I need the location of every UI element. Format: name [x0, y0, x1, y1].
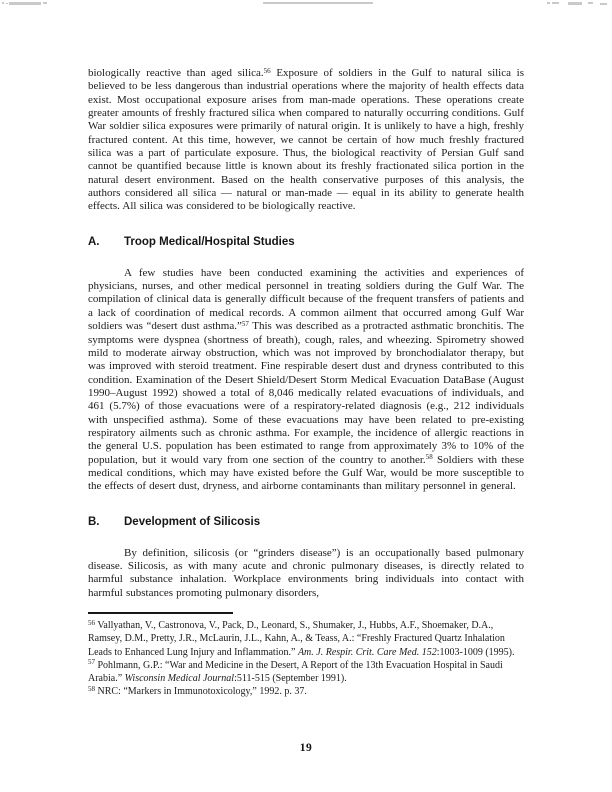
scan-artifact: [263, 2, 373, 4]
scan-artifact: [6, 3, 8, 4]
heading-letter: B.: [88, 515, 100, 528]
section-heading-b: [88, 515, 524, 529]
scan-artifact: [2, 2, 4, 4]
footnote-57: $^{57}$ Pohlmann, G.P.: “War and Medicine in the Desert, A Report of the 13th Evacuation Hospital in Saudi Arabia.” Wisconsin Medical Journal:511-515 (September 1991).: [88, 658, 503, 685]
heading-title: Development of Silicosis: [124, 515, 261, 528]
text-block: [88, 67, 524, 699]
paragraph-troop-studies: A few studies have been conducted examining the activities and experiences of physicians, nurses, and other medical personnel in treating soldiers during the Gulf War. The compilation of clinical data is generally difficult because of the frequent transfers of patients and a lack of coordination of medical records. A common ailment that occurred among Gulf War soldiers was “desert dust asthma.”$^{57}$ This was described as a protracted asthmatic bronchitis. The symptoms were dyspnea (shortness of breath), cough, rales, and wheezing. Spirometry showed mild to moderate airway obstruction, which was not improved by bronchodialator therapy, but was improved with steroid treatment. Fine respirable desert dust and dryness contributed to this condition. Examination of the Desert Shield/Desert Storm Medical Evacuation DataBase (August 1990–August 1992) showed a total of 8,046 medically related evacuations of individuals, and 461 (5.7%) of those evacuations were of a respiratory-related diagnosis (e.g., 212 individuals with unspecified asthma). Some of these evacuations may have been related to pre-existing respiratory ailments such as chronic asthma. For example, the incidence of allergic reactions in the general U.S. population has been estimated to range from approximately 3% to 10% of the population, but it would vary from one section of the country to another.$^{58}$ Soldiers with these medical conditions, which may have existed before the Gulf War, would be more susceptible to the effects of desert dust, dryness, and airborne contaminants than military personnel in general.: [88, 266, 524, 493]
scan-artifact: [568, 2, 582, 5]
scan-artifact: [43, 2, 47, 4]
paragraph-silicosis-definition: By definition, silicosis (or “grinders disease”) is an occupationally based pulmonary disease. Silicosis, as with many acute and chronic pulmonary diseases, is directly related to harmful substance inhalation. Workplace environments bring individuals into contact with harmful substances promoting pulmonary disorders,: [88, 546, 524, 599]
scan-artifact: [547, 2, 550, 4]
heading-title: Troop Medical/Hospital Studies: [124, 235, 295, 248]
heading-letter: A.: [88, 235, 100, 248]
footnote-separator: [88, 612, 233, 614]
scan-artifact: [588, 2, 593, 4]
footnotes-section: [88, 619, 524, 699]
scan-artifact: [9, 2, 41, 5]
scan-artifact: [552, 2, 559, 4]
page-number: 19: [299, 742, 313, 754]
paragraph-silica-reactivity: biologically reactive than aged silica.$^{56}$ Exposure of soldiers in the Gulf to natural silica is believed to be less dangerous than industrial operations where the majority of health effects data exist. Most occupational exposure arises from man-made operations. These operations create greater amounts of freshly fractured silica when compared to naturally occurring conditions. Gulf War soldier silica exposures were primarily of natural origin. It is unlikely to have a high, freshly fractured content. At this time, however, we cannot be certain of how much freshly fractured silica was a part of particulate exposure. Thus, the biological reactivity of Persian Gulf sand cannot be quantified because little is known about its freshly fractionated silica portion in the natural desert environment. Based on the health conservative purposes of this analysis, the authors considered all silica — natural or man-made — equal in its ability to generate health effects. All silica was considered to be biologically reactive.: [88, 66, 525, 213]
footnote-56: $^{56}$ Vallyathan, V., Castronova, V., Pack, D., Leonard, S., Shumaker, J., Hubbs, A.F., Shoemaker, D.A., Ramsey, D.M., Pretty, J.R., McLaurin, J.L., Kahn, A., & Teass, A.: “Freshly Fractured Quartz Inhalation Leads to Enhanced Lung Injury and Inflammation.” Am. J. Respir. Crit. Care Med. 152:1003-1009 (1995).: [88, 618, 515, 658]
section-heading-a: [88, 235, 524, 249]
footnote-58: $^{58}$ NRC: “Markers in Immunotoxicology,” 1992. p. 37.: [88, 684, 307, 698]
scan-artifact: [600, 3, 607, 5]
